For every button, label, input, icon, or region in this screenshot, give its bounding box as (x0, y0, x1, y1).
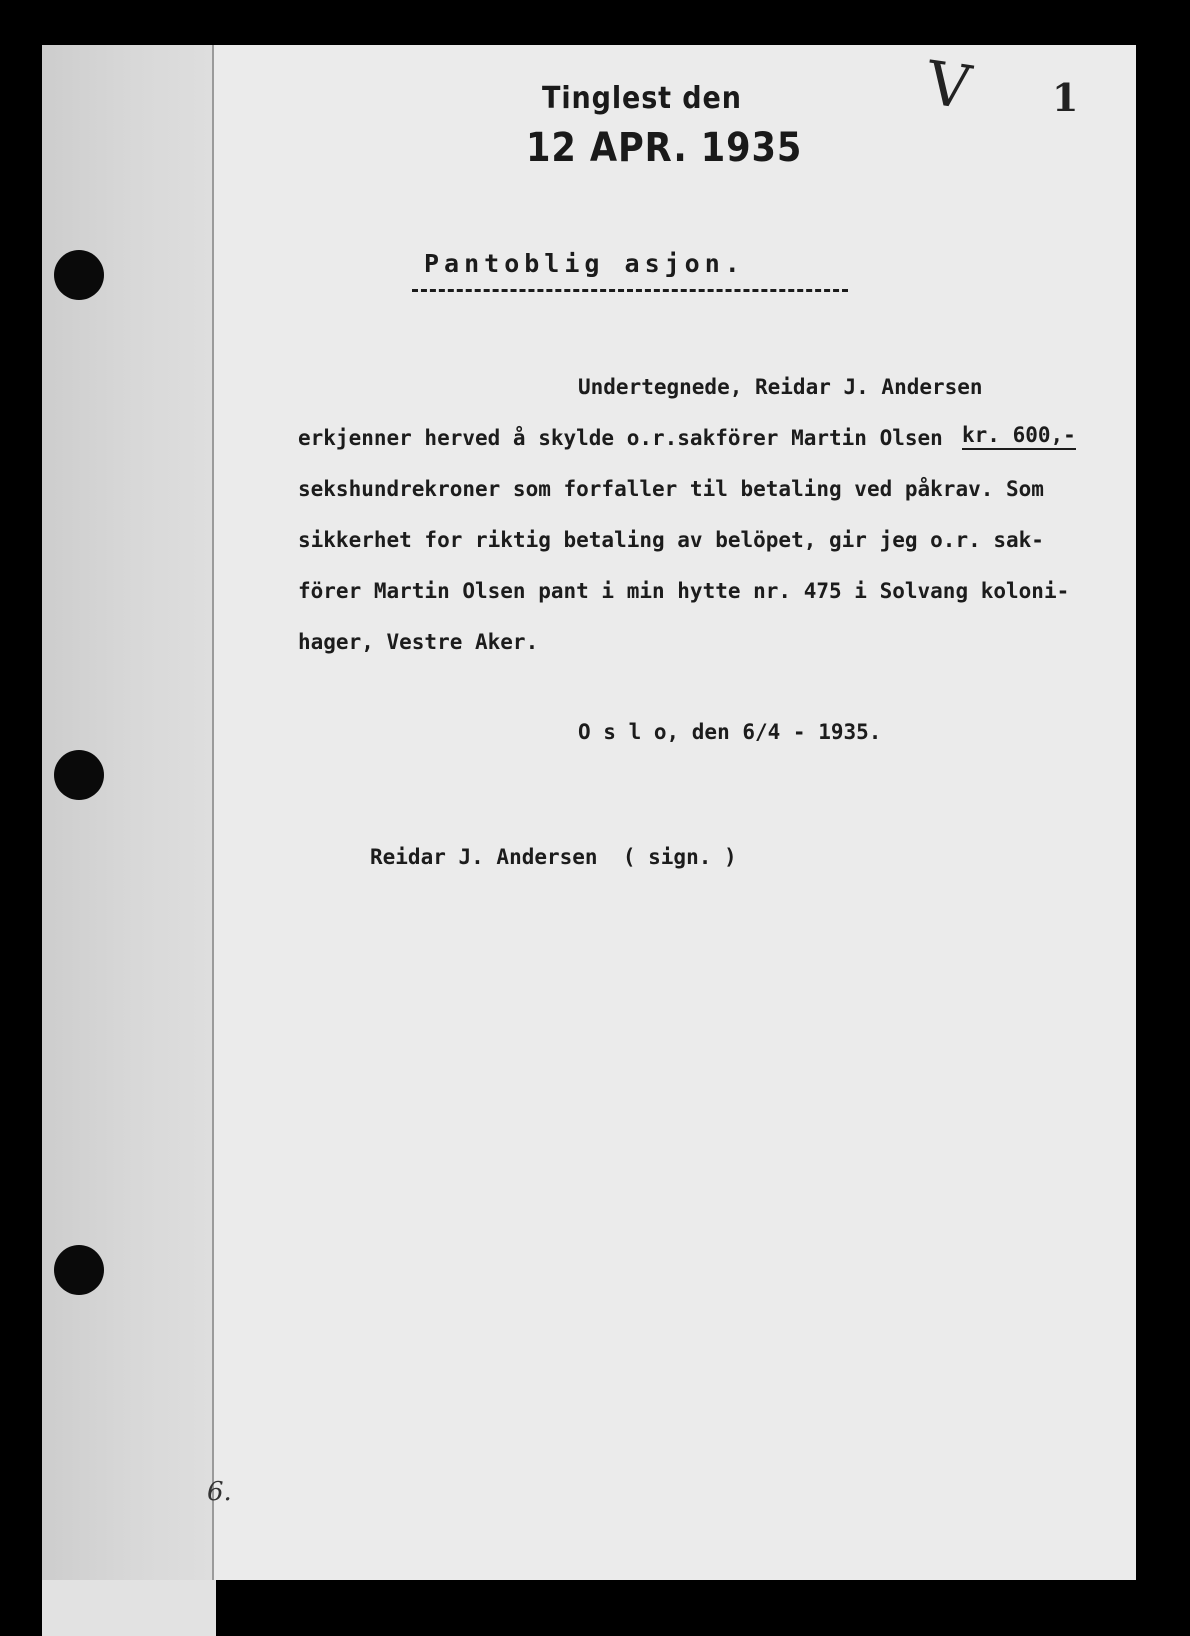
body-line: erkjenner herved å skylde o.r.sakförer Martin Olsen (298, 426, 956, 450)
amount-underlined: kr. 600,- (962, 423, 1076, 450)
punch-hole-top (54, 250, 104, 300)
bottom-tab (42, 1580, 216, 1636)
punch-hole-middle (54, 750, 104, 800)
body-line: hager, Vestre Aker. (298, 630, 539, 654)
punch-hole-bottom (54, 1245, 104, 1295)
body-line: sekshundrekroner som forfaller til betaling ved påkrav. Som (298, 477, 1044, 501)
place-date: O s l o, den 6/4 - 1935. (578, 720, 882, 744)
registration-stamp-date: 12 APR. 1935 (526, 125, 803, 171)
body-line: sikkerhet for riktig betaling av belöpet, gir jeg o.r. sak- (298, 528, 1044, 552)
title-underline (412, 289, 848, 292)
signature-line: Reidar J. Andersen ( sign. ) (370, 845, 737, 869)
registration-stamp-label: Tinglest den (542, 81, 742, 116)
document-title: Pantoblig asjon. (424, 249, 745, 278)
body-line: Undertegnede, Reidar J. Andersen (578, 375, 983, 399)
page-number: 1 (1052, 75, 1079, 120)
check-mark: V (922, 48, 976, 124)
corner-mark: 6. (207, 1477, 232, 1507)
scanned-page (42, 45, 1136, 1580)
body-line: förer Martin Olsen pant i min hytte nr. 475 i Solvang koloni- (298, 579, 1070, 603)
